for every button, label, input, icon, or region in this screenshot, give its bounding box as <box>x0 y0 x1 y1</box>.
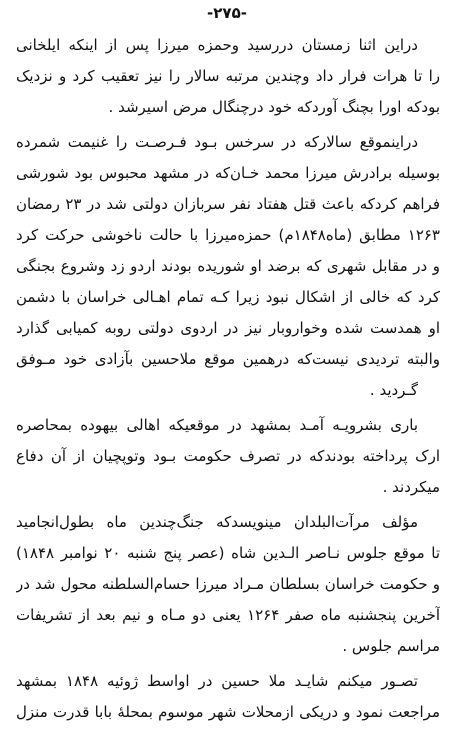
text-line: آخرین پنجشنبه ماه صفر ۱۲۶۴ یعنی دو مـاه و نیم بعد از تشریفات <box>16 606 440 624</box>
paragraph-3 <box>16 410 440 503</box>
text-line: مراجعت نمود و دریکی ازمحلات شهر موسوم بمحلهٔ بابا قدرت منزل <box>16 703 440 721</box>
text-line: گـردید . <box>369 381 418 399</box>
text-line: میکردند . <box>382 478 440 496</box>
text-line: تصـور میکنم شایـد ملا حسین در اواسط ژوئیه ۱۸۴۸ بمشهد <box>16 672 418 690</box>
text-line: ارک پرداخته بودندکه در تصرف حکومت بـود وتوپچیان از آن دفاع <box>16 447 440 465</box>
text-line: را تا هرات فرار داد وچندین مرتبه سالار را نیز تعقیب کرد و نزدیک <box>16 67 440 85</box>
text-line: باری بشرویـه آمـد بمشهد در موقعیکه اهالی بیهوده بمحاصره <box>16 416 418 434</box>
text-line: فراهم کردکه باعث قتل هفتاد نفر سربازان دولتی شد در ۲۳ رمضان <box>16 195 440 213</box>
text-line: تا موقع جلوس نـاصر الـدین شاه (عصر پنج شنبه ۲۰ نوامبر ۱۸۴۸) <box>16 544 440 562</box>
text-line: بوسیله برادرش میرزا محمد خـان‌که در مشهد محبوس بود شورشی <box>16 164 440 182</box>
page-text <box>16 30 440 732</box>
text-line: دراین اثنا زمستان دررسید وحمزه میرزا پس از اینکه ایلخانی <box>16 36 418 54</box>
text-line: مؤلف مرآت‌البلدان مینویسدکه جنگ‌چندین ماه بطول‌انجامید <box>16 513 418 531</box>
paragraph-5 <box>16 666 440 728</box>
text-line: دراینموقع سالارکه در سرخس بـود فـرصـت را غنیمت شمرده <box>16 133 418 151</box>
text-line: او همدست شده وخواروبار نیز در اردوی دولتی روبه کمیابی گذارد <box>16 319 440 337</box>
paragraph-4 <box>16 507 440 662</box>
text-line: کرد که خالی از اشکال نبود زیرا کـه تمام اهـالی خراسان با دشمن <box>16 288 440 306</box>
text-line: مراسم جلوس . <box>342 637 440 655</box>
text-line: و حکومت خراسان بسلطان مـراد میرزا حسام‌السلطنه محول شد در <box>16 575 440 593</box>
paragraph-1 <box>16 30 440 123</box>
text-line: والبته تردیدی نیست‌که درهمین موقع ملاحسین بآزادی خود مـوفق <box>16 350 440 368</box>
text-line: و در مقابل شهری که برضد او شوریده بودند اردو زد وشروع بجنگی <box>16 257 440 275</box>
paragraph-2 <box>16 127 440 406</box>
page-number: -۲۷۵- <box>207 4 247 22</box>
text-line: ۱۲۶۳ مطابق (ماه۱۸۴۸م) حمزه‌میرزا با حالت ناخوشی حرکت کرد <box>16 226 440 244</box>
text-line: بودکه اورا بچنگ آوردکه خود درچنگال مرض اسیرشد . <box>108 98 440 116</box>
